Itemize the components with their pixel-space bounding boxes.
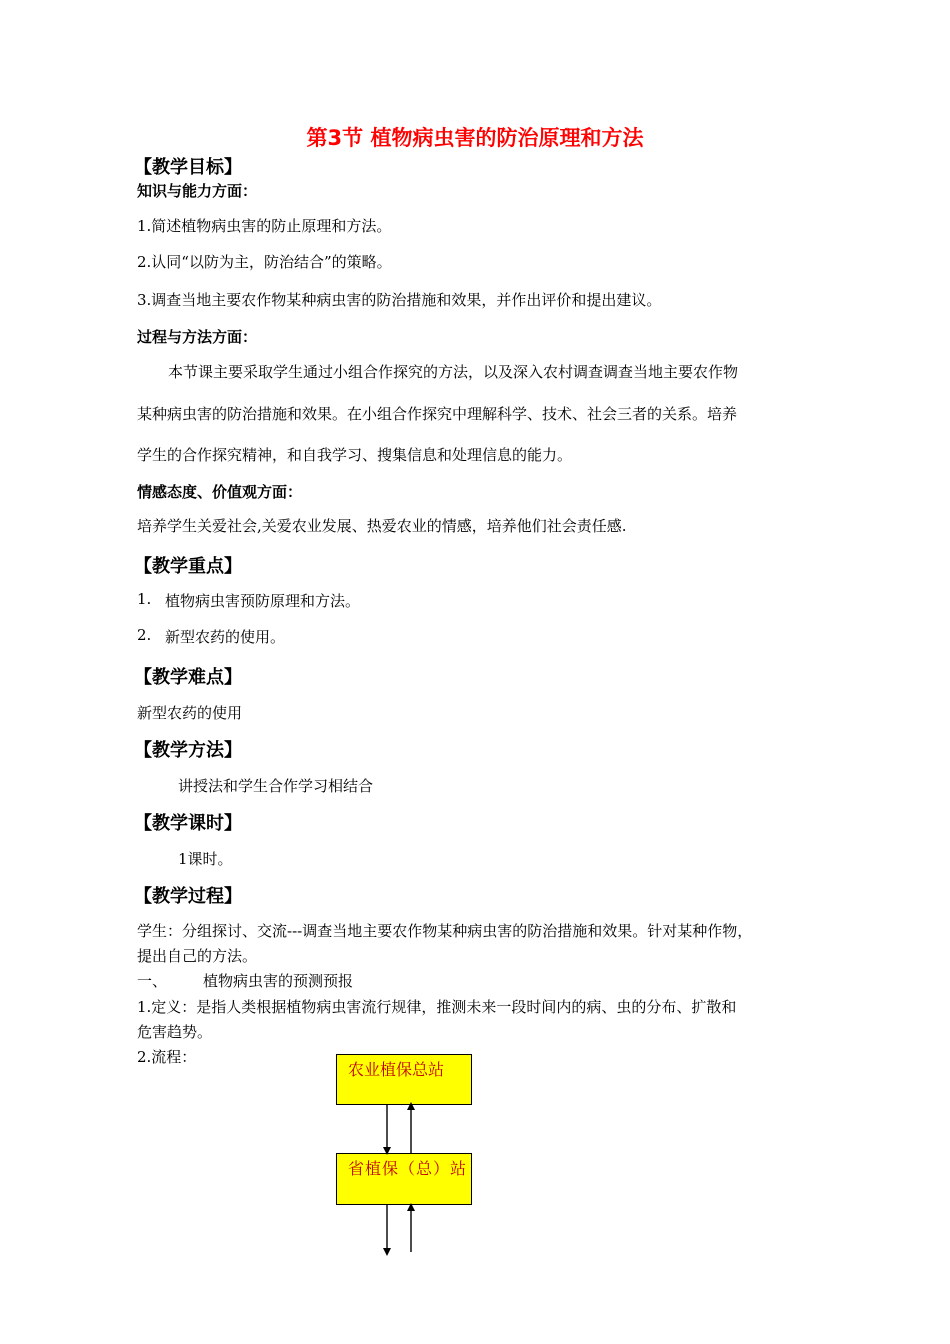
key-point-num: 2. [137,626,152,644]
difficulties-text: 新型农药的使用 [137,704,243,722]
process-line: 本节课主要采取学生通过小组合作探究的方法，以及深入农村调查调查当地主要农作物 [168,363,739,381]
process-label: 过程与方法方面： [137,328,258,346]
knowledge-label: 知识与能力方面： [137,182,258,200]
key-points-heading: 【教学重点】 [134,556,242,577]
objective-item: 2.认同“以防为主，防治结合”的策略。 [137,253,392,271]
methods-heading: 【教学方法】 [134,740,242,761]
section-number: 一、 [137,972,168,990]
student-line: 学生：分组探讨、交流---调查当地主要农作物某种病虫害的防治措施和效果。针对某种作物， [137,922,753,940]
definition-line: 1.定义：是指人类根据植物病虫害流行规律，推测未来一段时间内的病、虫的分布、扩散和 [137,998,737,1016]
key-point-text: 植物病虫害预防原理和方法。 [165,592,361,610]
section-title: 植物病虫害的预测预报 [203,972,354,990]
flow-box-provincial-station: 省植保（总）站 [336,1153,472,1205]
key-point-num: 1. [137,590,152,608]
flow-box-national-station: 农业植保总站 [336,1054,472,1105]
student-line: 提出自己的方法。 [137,947,258,965]
flow-label: 2.流程： [137,1048,197,1066]
hours-heading: 【教学课时】 [134,813,242,834]
key-point-text: 新型农药的使用。 [165,628,286,646]
attitude-label: 情感态度、价值观方面： [137,483,303,501]
attitude-text: 培养学生关爱社会,关爱农业发展、热爱农业的情感，培养他们社会责任感. [137,517,627,535]
objective-item: 1.简述植物病虫害的防止原理和方法。 [137,217,392,235]
definition-line: 危害趋势。 [137,1023,213,1041]
page-title: 第3节 植物病虫害的防治原理和方法 [306,126,644,150]
objectives-heading: 【教学目标】 [134,157,242,178]
hours-text: 1课时。 [178,850,233,868]
process-line: 学生的合作探究精神，和自我学习、搜集信息和处理信息的能力。 [137,446,573,464]
procedure-heading: 【教学过程】 [134,886,242,907]
methods-text: 讲授法和学生合作学习相结合 [178,777,374,795]
difficulties-heading: 【教学难点】 [134,667,242,688]
process-line: 某种病虫害的防治措施和效果。在小组合作探究中理解科学、技术、社会三者的关系。培养 [137,405,738,423]
objective-item: 3.调查当地主要农作物某种病虫害的防治措施和效果，并作出评价和提出建议。 [137,291,662,309]
